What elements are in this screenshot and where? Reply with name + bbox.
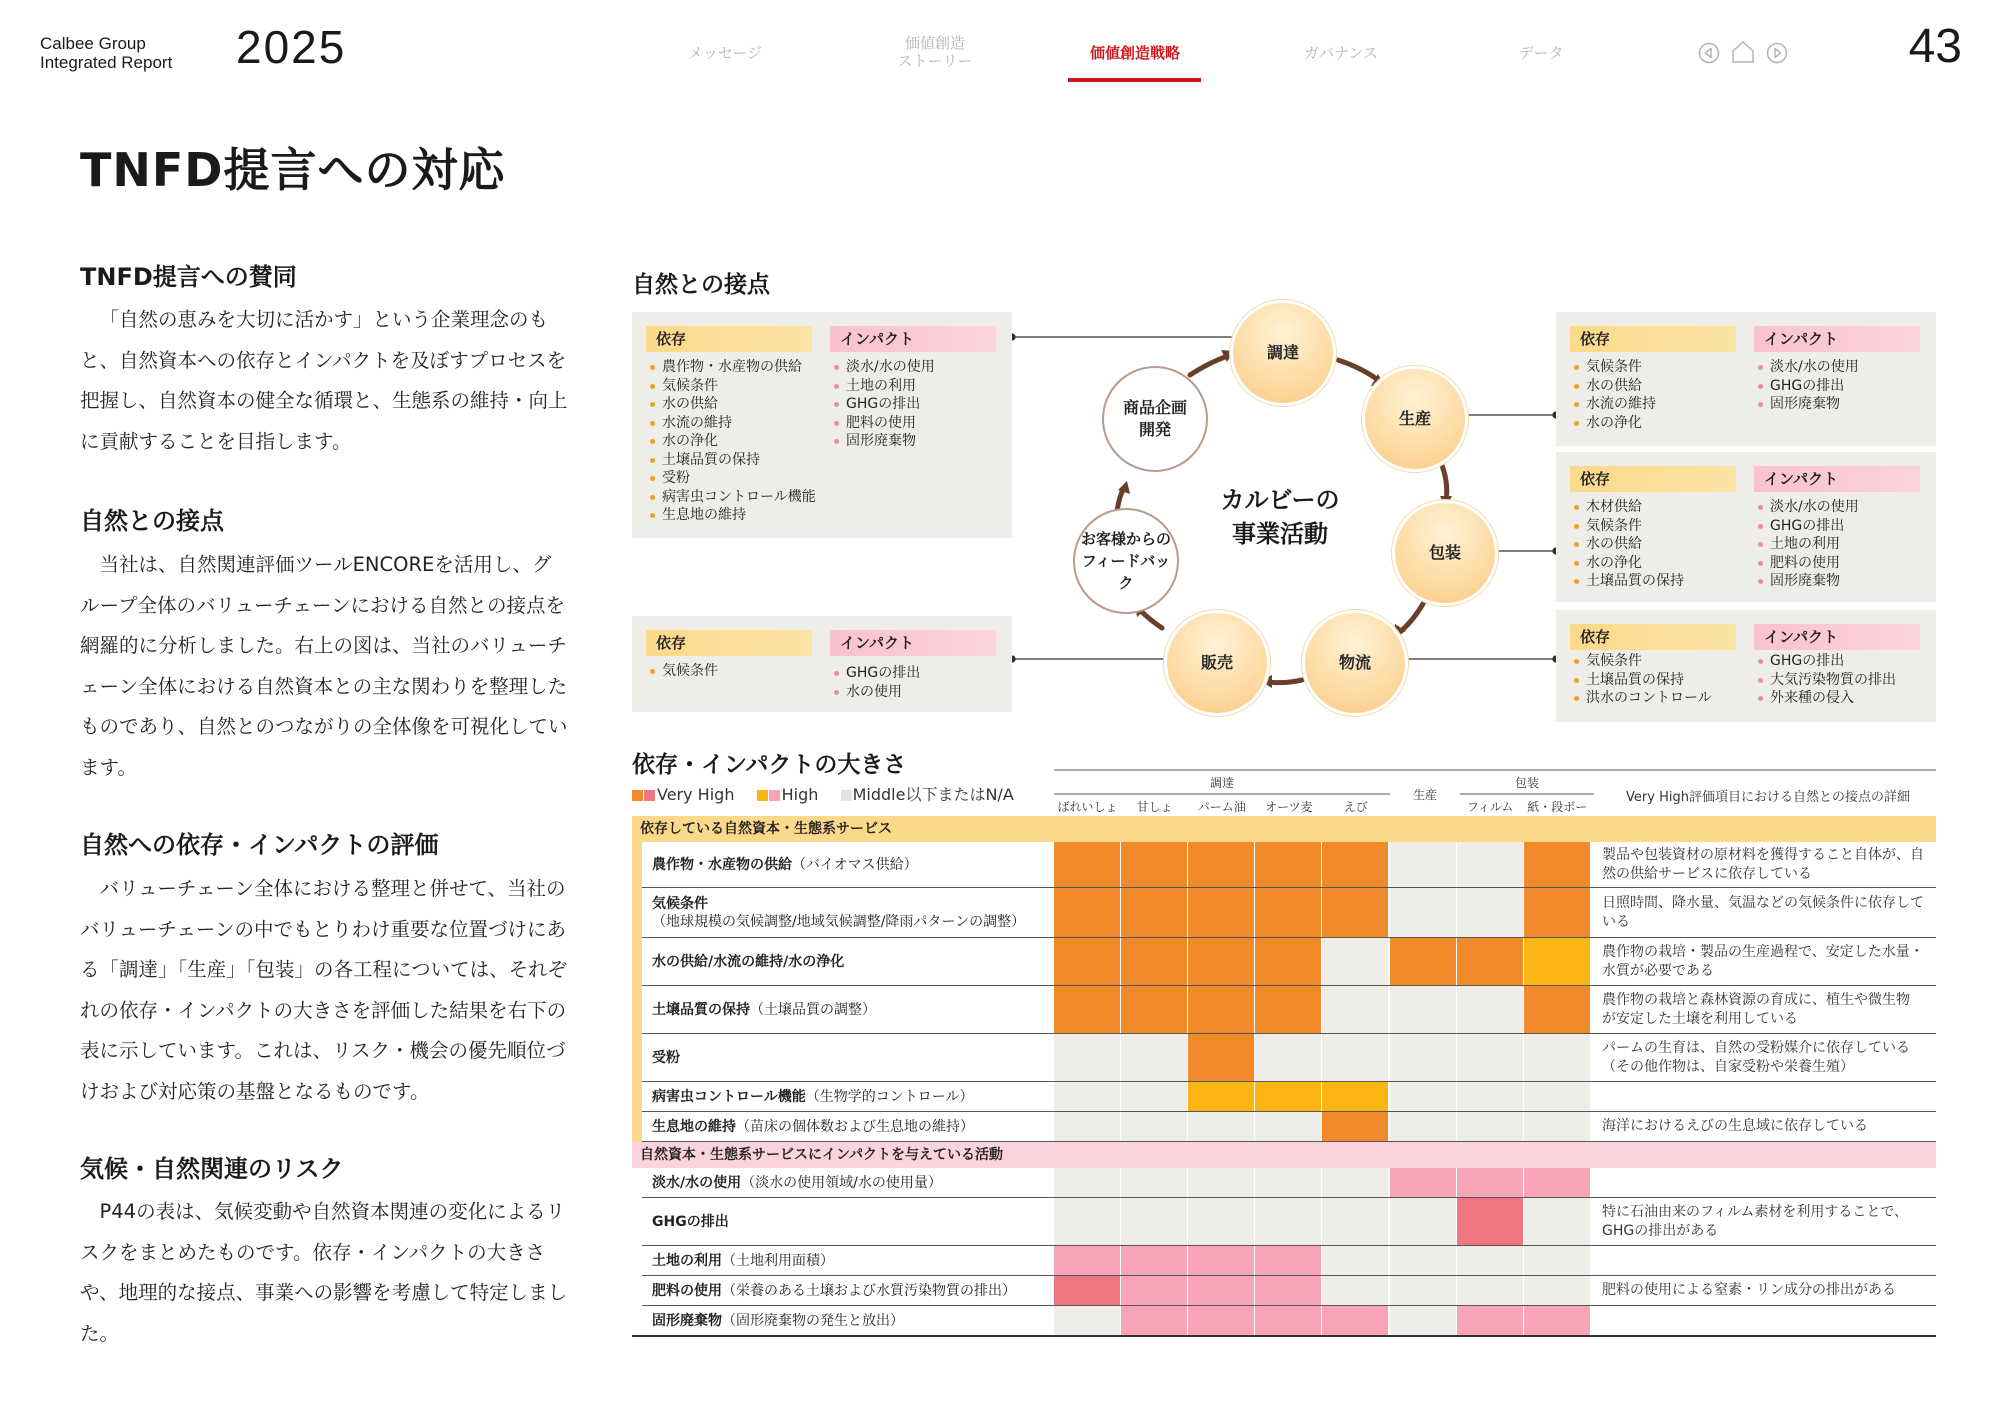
row-label-note: （固形廃棄物の発生と放出）	[722, 1313, 904, 1329]
rating-cell-middle	[1457, 1034, 1523, 1081]
rating-cell-very-high	[1188, 842, 1254, 887]
rating-cell-middle	[1054, 1112, 1120, 1141]
rating-cell-middle	[1390, 842, 1456, 887]
section-band-impact: 自然資本・生態系サービスにインパクトを与えている活動	[632, 1142, 1936, 1168]
production-impact-list: 淡水/水の使用 GHGの排出 固形廃棄物	[1754, 358, 1859, 414]
impact-tag: インパクト	[830, 630, 996, 656]
rating-cell-very-high	[1188, 986, 1254, 1033]
rating-cell-middle	[1121, 1198, 1187, 1245]
node-logistics: 物流	[1302, 610, 1408, 716]
nav-tab-value-story-line2: ストーリー	[897, 52, 973, 70]
rating-cell-very-high	[1255, 938, 1321, 985]
page-title: TNFD提言への対応	[80, 143, 506, 197]
rating-cell-middle	[1121, 1112, 1187, 1141]
dependency-section-accent	[632, 842, 642, 1142]
nav-tab-message[interactable]: メッセージ	[687, 44, 763, 62]
rating-cell-high	[1457, 1168, 1523, 1197]
rating-cell-very-high	[1121, 888, 1187, 937]
rating-cell-middle	[1054, 1198, 1120, 1245]
rating-cell-middle	[1390, 986, 1456, 1033]
node-procurement: 調達	[1230, 300, 1336, 406]
row-label-main: 受粉	[652, 1050, 680, 1066]
impact-tag: インパクト	[830, 326, 996, 352]
report-year: 2025	[236, 21, 347, 73]
legend-middle-label: Middle以下またはN/A	[852, 785, 1014, 804]
business-activities-label: カルビーの 事業活動	[1220, 486, 1340, 548]
node-sales: 販売	[1164, 610, 1270, 716]
rating-cell-very-high	[1255, 986, 1321, 1033]
row-label-note: （淡水の使用領域/水の使用量）	[741, 1175, 942, 1191]
row-label-note: （生物学的コントロール）	[805, 1089, 974, 1105]
rating-cell-very-high	[1322, 842, 1388, 887]
section-body-assessment: バリューチェーン全体における整理と併せて、当社のバリューチェーンの中でもとりわけ重要な位置づけにある「調達」「生産」「包装」の各工程については、それぞれの依存・インパクトの大きさを評価した結果を右下の表に示しています。これは、リスク・機会の優先順位づけおよび対応策の基盤となるものです。	[80, 877, 568, 1103]
brand-name: Calbee Group Integrated Report	[40, 34, 173, 72]
rating-cell-middle	[1054, 1034, 1120, 1081]
row-description	[1602, 846, 1936, 885]
nav-tab-value-story-line1: 価値創造	[904, 34, 965, 52]
procurement-dependency-list: 農作物・水産物の供給 気候条件 水の供給 水流の維持 水の浄化 土壌品質の保持 受粉 病害虫コントロール機能 生息地の維持	[646, 358, 816, 525]
rating-cell-very-high	[1188, 1034, 1254, 1081]
column-group-production: 生産	[1412, 788, 1437, 802]
rating-cell-middle	[1322, 1198, 1388, 1245]
rating-cell-high	[1121, 1246, 1187, 1275]
section-body-nature-interface: 当社は、自然関連評価ツールENCOREを活用し、グループ全体のバリューチェーンにおける自然との接点を網羅的に分析しました。右上の図は、当社のバリューチェーン全体における自然資本との主な関わりを整理したものであり、自然とのつながりの全体像を可視化しています。	[80, 553, 568, 779]
rating-cell-very-high	[1054, 986, 1120, 1033]
row-description-line: 海洋におけるえびの生息域に依存している	[1602, 1118, 1868, 1135]
rating-cell-high	[1188, 1306, 1254, 1335]
row-label-note: （土地利用面積）	[722, 1253, 834, 1269]
rating-cell-middle	[1524, 1082, 1590, 1111]
row-description-line: パームの生育は、自然の受粉媒介に依存している	[1602, 1039, 1910, 1056]
row-label	[652, 856, 1050, 874]
rating-cell-very-high	[1054, 938, 1120, 985]
rating-cell-very-high	[1457, 1198, 1523, 1245]
rating-cell-middle	[1457, 1112, 1523, 1141]
rating-cell-middle	[1390, 1276, 1456, 1305]
logistics-dependency-list: 気候条件 土壌品質の保持 洪水のコントロール	[1570, 652, 1712, 708]
diagram-title: 自然との接点	[632, 272, 770, 298]
rating-cell-high	[1255, 1246, 1321, 1275]
rating-cell-high	[1524, 1168, 1590, 1197]
rating-cell-very-high	[1390, 938, 1456, 985]
rating-cell-very-high	[1121, 986, 1187, 1033]
rating-cell-middle	[1390, 1306, 1456, 1335]
rating-cell-middle	[1457, 986, 1523, 1033]
dependency-tag: 依存	[1570, 624, 1736, 650]
rating-cell-middle	[1054, 1082, 1120, 1111]
packaging-impact-list: 淡水/水の使用 GHGの排出 土地の利用 肥料の使用 固形廃棄物	[1754, 498, 1859, 591]
row-label	[652, 1118, 1050, 1136]
rating-cell-very-high	[1188, 938, 1254, 985]
row-description-line: （その他作物は、自家受粉や栄養生殖）	[1602, 1059, 1854, 1075]
node-product-planning: 商品企画 開発	[1102, 366, 1208, 472]
row-description-line: いる	[1602, 914, 1630, 930]
rating-cell-high	[1255, 1276, 1321, 1305]
column-header: ばれいしょ	[1057, 800, 1118, 814]
row-description	[1602, 943, 1936, 982]
node-production: 生産	[1362, 366, 1468, 472]
rating-cell-middle	[1390, 888, 1456, 937]
procurement-impact-list: 淡水/水の使用 土地の利用 GHGの排出 肥料の使用 固形廃棄物	[830, 358, 935, 451]
rating-cell-high	[1121, 1306, 1187, 1335]
rating-cell-middle	[1255, 1198, 1321, 1245]
rating-cell-very-high	[1524, 986, 1590, 1033]
rating-cell-very-high	[1054, 842, 1120, 887]
rating-cell-very-high	[1524, 888, 1590, 937]
nav-tab-value-strategy[interactable]: 価値創造戦略	[1089, 44, 1180, 62]
nav-tab-governance[interactable]: ガバナンス	[1304, 44, 1378, 62]
column-header: フィルム	[1466, 800, 1514, 814]
row-description	[1602, 1039, 1936, 1078]
row-label-note: （栄養のある土壌および水質汚染物質の排出）	[722, 1283, 1016, 1299]
rating-cell-middle	[1524, 1246, 1590, 1275]
node-packaging: 包装	[1392, 500, 1498, 606]
rating-cell-middle	[1188, 1198, 1254, 1245]
row-label	[652, 1174, 1050, 1192]
column-group-procurement: 調達	[1209, 776, 1234, 790]
sales-dependency-list: 気候条件	[646, 662, 718, 681]
row-label-main: 土地の利用	[652, 1253, 722, 1269]
rating-cell-high	[1524, 938, 1590, 985]
rating-cell-middle	[1054, 1168, 1120, 1197]
row-label	[652, 1088, 1050, 1106]
rating-cell-middle	[1390, 1246, 1456, 1275]
dependency-tag: 依存	[1570, 326, 1736, 352]
row-label-main: 土壌品質の保持	[652, 1002, 750, 1018]
rating-cell-high	[1121, 1276, 1187, 1305]
row-description-line: 特に石油由来のフィルム素材を利用することで、	[1602, 1203, 1909, 1220]
table-bottom-rule	[632, 1335, 1936, 1337]
dependency-tag: 依存	[646, 326, 812, 352]
column-header: オーツ麦	[1265, 800, 1313, 814]
rating-cell-middle	[1457, 1082, 1523, 1111]
rating-cell-middle	[1322, 938, 1388, 985]
column-header: パーム油	[1197, 800, 1246, 814]
row-description-line: が安定した土壌を利用している	[1602, 1011, 1798, 1027]
rating-cell-middle	[1121, 1168, 1187, 1197]
rating-cell-middle	[1188, 1168, 1254, 1197]
row-description-line: GHGの排出がある	[1602, 1223, 1719, 1239]
sales-impact-list: GHGの排出 水の使用	[830, 664, 920, 701]
rating-cell-middle	[1457, 1276, 1523, 1305]
rating-cell-middle	[1457, 1246, 1523, 1275]
rating-cell-middle	[1524, 1112, 1590, 1141]
rating-cell-middle	[1322, 1034, 1388, 1081]
row-label-note: （苗床の個体数および生息地の維持）	[736, 1119, 974, 1135]
row-label-main: 気候条件	[652, 896, 708, 912]
impact-tag: インパクト	[1754, 326, 1920, 352]
column-header: 甘しょ	[1136, 800, 1173, 814]
rating-cell-middle	[1322, 1276, 1388, 1305]
rating-cell-high	[1188, 1246, 1254, 1275]
rating-cell-very-high	[1524, 842, 1590, 887]
section-heading-nature-interface: 自然との接点	[80, 507, 224, 535]
nav-tab-data[interactable]: データ	[1518, 44, 1564, 62]
rating-cell-very-high	[1054, 1276, 1120, 1305]
rating-cell-middle	[1524, 1034, 1590, 1081]
row-label-main: 病害虫コントロール機能	[652, 1089, 806, 1105]
rating-cell-high	[1524, 1306, 1590, 1335]
section-heading-risks: 気候・自然関連のリスク	[80, 1155, 344, 1183]
rating-cell-middle	[1390, 1034, 1456, 1081]
row-label	[652, 1252, 1050, 1270]
rating-cell-middle	[1390, 1082, 1456, 1111]
rating-cell-very-high	[1457, 938, 1523, 985]
node-customer-feedback: お客様からの フィードバック	[1073, 508, 1179, 614]
legend-very-high-label: Very High	[657, 785, 735, 804]
impact-tag: インパクト	[1754, 466, 1920, 492]
rating-cell-high	[1188, 1276, 1254, 1305]
rating-cell-middle	[1188, 1112, 1254, 1141]
impact-tag: インパクト	[1754, 624, 1920, 650]
row-label-main: 淡水/水の使用	[652, 1175, 742, 1191]
rating-cell-high	[1255, 1306, 1321, 1335]
production-dependency-list: 気候条件 水の供給 水流の維持 水の浄化	[1570, 358, 1656, 432]
rating-cell-high	[1188, 1082, 1254, 1111]
row-description-line: 肥料の使用による窒素・リン成分の排出がある	[1602, 1282, 1896, 1299]
rating-cell-high	[1255, 1082, 1321, 1111]
rating-cell-middle	[1121, 1034, 1187, 1081]
rating-cell-middle	[1457, 842, 1523, 887]
row-description-line: 農作物の栽培と森林資源の育成に、植生や微生物	[1602, 991, 1910, 1008]
row-description-line: 日照時間、降水量、気温などの気候条件に依存して	[1602, 894, 1924, 911]
row-label-main: 農作物・水産物の供給	[652, 857, 792, 873]
page-number: 43	[1908, 20, 1962, 73]
legend-high-label: High	[781, 785, 819, 804]
rating-cell-very-high	[1121, 842, 1187, 887]
row-label	[652, 1001, 1050, 1019]
column-header: 紙・段ボー	[1527, 800, 1588, 814]
row-label-main: 水の供給/水流の維持/水の浄化	[652, 954, 845, 970]
dependency-tag: 依存	[1570, 466, 1736, 492]
rating-cell-very-high	[1255, 842, 1321, 887]
row-description-line: 然の供給サービスに依存している	[1602, 866, 1812, 882]
rating-cell-high	[1054, 1246, 1120, 1275]
row-label	[652, 1312, 1050, 1330]
rating-cell-middle	[1322, 986, 1388, 1033]
rating-cell-middle	[1322, 1168, 1388, 1197]
rating-cell-middle	[1121, 1082, 1187, 1111]
column-header: えび	[1343, 800, 1368, 814]
section-body-tnfd-support: 「自然の恵みを大切に活かす」という企業理念のもと、自然資本への依存とインパクトを及ぼすプロセスを把握し、自然資本の健全な循環と、生態系の維持・向上に貢献することを目指します。	[80, 308, 568, 453]
rating-cell-high	[1322, 1082, 1388, 1111]
table-title: 依存・インパクトの大きさ	[632, 752, 907, 778]
row-label-main: GHGの排出	[652, 1214, 729, 1230]
section-body-risks: P44の表は、気候変動や自然資本関連の変化によるリスクをまとめたものです。依存・インパクトの大きさや、地理的な接点、事業への影響を考慮して特定しました。	[80, 1200, 568, 1345]
rating-cell-middle	[1322, 1246, 1388, 1275]
rating-cell-middle	[1255, 1034, 1321, 1081]
row-label-note: （地球規模の気候調整/地域気候調整/降雨パターンの調整）	[652, 914, 1026, 930]
row-label-main: 生息地の維持	[652, 1119, 736, 1135]
rating-cell-very-high	[1188, 888, 1254, 937]
rating-cell-middle	[1054, 1306, 1120, 1335]
section-heading-tnfd-support: TNFD提言への賛同	[80, 263, 297, 291]
rating-cell-high	[1457, 1306, 1523, 1335]
rating-cell-very-high	[1121, 938, 1187, 985]
rating-cell-middle	[1255, 1168, 1321, 1197]
row-description	[1602, 1203, 1936, 1242]
row-label-note: （土壌品質の調整）	[750, 1002, 876, 1018]
rating-cell-middle	[1255, 1112, 1321, 1141]
rating-cell-very-high	[1255, 888, 1321, 937]
row-description	[1602, 894, 1936, 933]
rating-cell-middle	[1390, 1198, 1456, 1245]
rating-cell-middle	[1390, 1112, 1456, 1141]
dependency-tag: 依存	[646, 630, 812, 656]
row-label-main: 固形廃棄物	[652, 1313, 722, 1329]
row-label	[652, 1049, 1050, 1067]
rating-cell-middle	[1457, 888, 1523, 937]
row-label	[652, 895, 1050, 931]
row-description-line: 農作物の栽培・製品の生産過程で、安定した水量・	[1602, 943, 1924, 960]
rating-cell-very-high	[1322, 888, 1388, 937]
packaging-dependency-list: 木材供給 気候条件 水の供給 水の浄化 土壌品質の保持	[1570, 498, 1684, 591]
rating-cell-high	[1390, 1168, 1456, 1197]
column-header-details: Very High評価項目における自然との接点の詳細	[1626, 790, 1910, 805]
rating-cell-high	[1322, 1306, 1388, 1335]
row-description	[1602, 1281, 1936, 1301]
rating-cell-middle	[1524, 1198, 1590, 1245]
row-description-line: 水質が必要である	[1602, 963, 1714, 979]
rating-cell-very-high	[1054, 888, 1120, 937]
row-label-note: （バイオマス供給）	[792, 857, 918, 873]
row-label	[652, 1213, 1050, 1231]
section-band-dependency: 依存している自然資本・生態系サービス	[632, 816, 1936, 842]
rating-cell-middle	[1524, 1276, 1590, 1305]
row-description-line: 製品や包装資材の原材料を獲得すること自体が、自	[1602, 846, 1924, 863]
rating-cell-very-high	[1322, 1112, 1388, 1141]
row-label	[652, 953, 1050, 971]
column-group-packaging: 包装	[1514, 776, 1539, 790]
row-description	[1602, 1117, 1936, 1137]
row-description	[1602, 991, 1936, 1030]
logistics-impact-list: GHGの排出 大気汚染物質の排出 外来種の侵入	[1754, 652, 1896, 708]
row-label-main: 肥料の使用	[652, 1283, 722, 1299]
section-heading-assessment: 自然への依存・インパクトの評価	[80, 831, 439, 859]
row-label	[652, 1282, 1050, 1300]
